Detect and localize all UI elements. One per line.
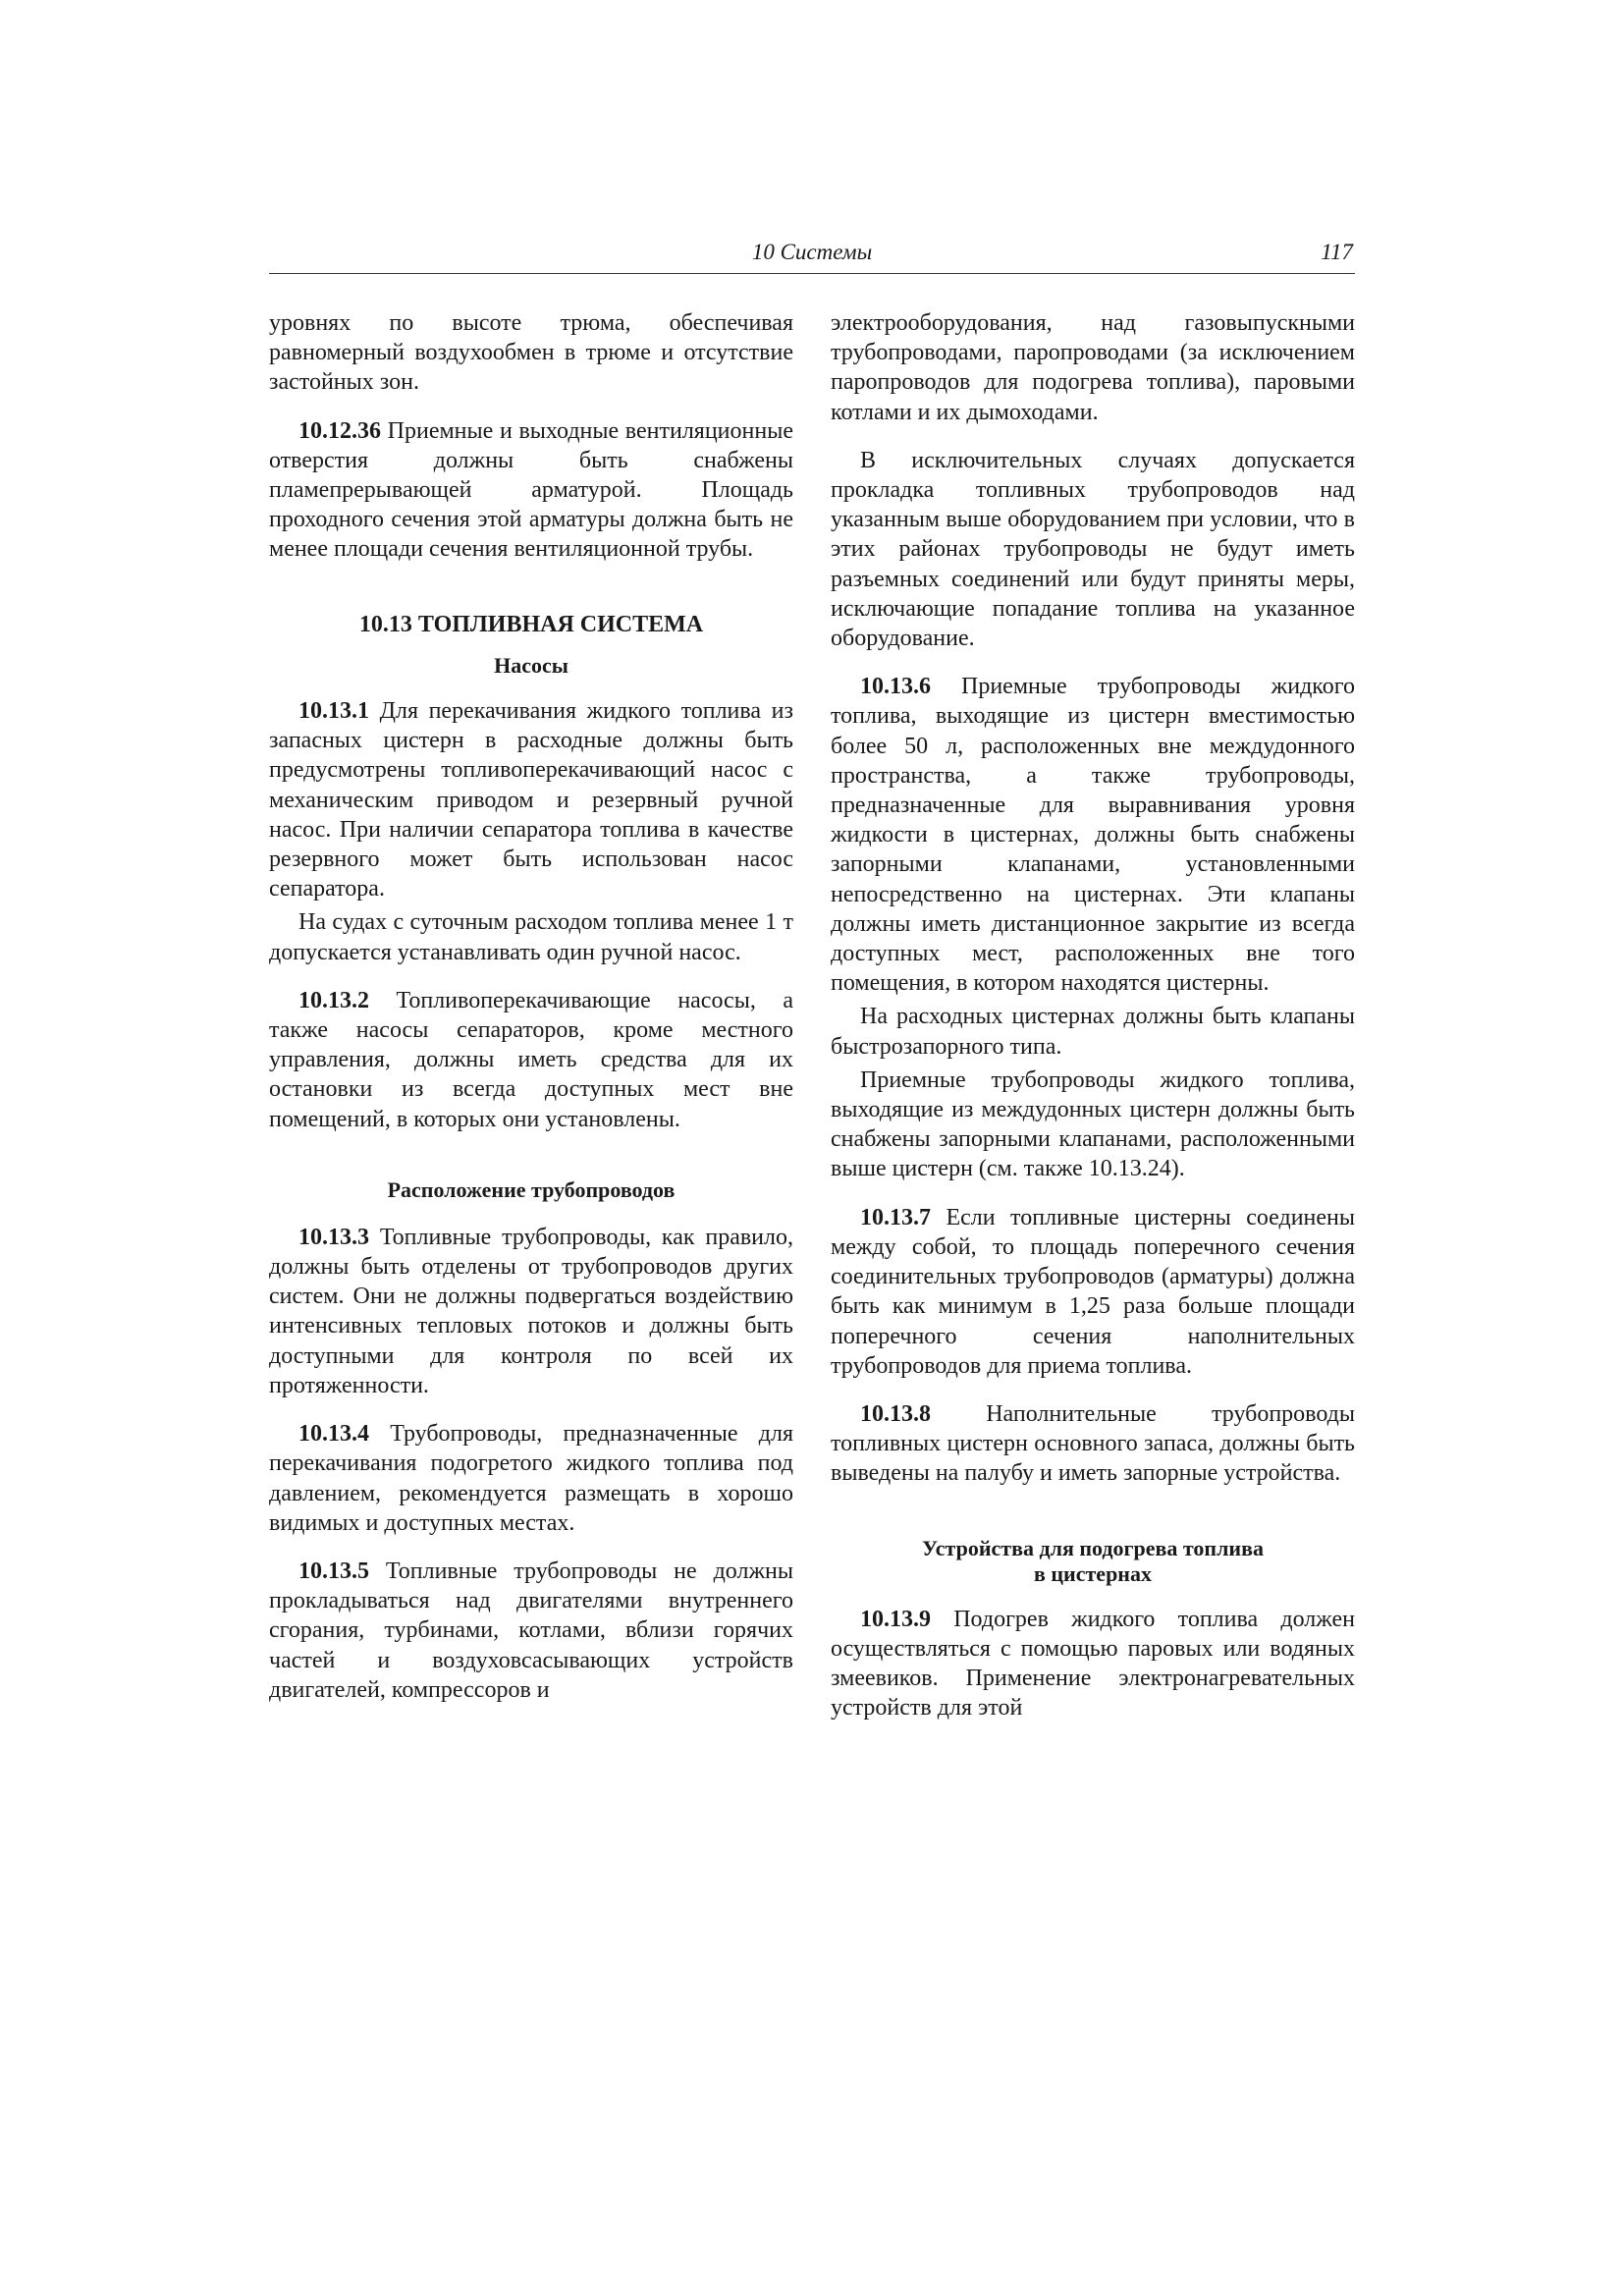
paragraph-text: В исключительных случаях допускается прокладка топливных трубопроводов над указанным выше оборудованием при условии, что в этих районах трубопроводы не будут иметь разъемных соединений или будут приняты меры, исключающие попадание топлива на указанное оборудование.	[831, 447, 1355, 652]
paragraph-text: Топливные трубопроводы, как правило, должны быть отделены от трубопроводов других систем. Они не должны подвергаться воздействию интенсивных тепловых потоков и должны быть доступными для контроля по всей их протяженности.	[269, 1224, 793, 1398]
clause-number: 10.13.8	[860, 1400, 931, 1427]
clause-number: 10.13.4	[298, 1421, 369, 1448]
paragraph-text: Приемные и выходные вентиляционные отверстия должны быть снабжены пламепрерывающей арматурой. Площадь проходного сечения этой арматуры должна быть не менее площади сечения вентиляционной трубы.	[269, 417, 793, 563]
paragraph-10-13-7	[831, 1203, 1355, 1381]
paragraph-10-13-6-c	[831, 1066, 1355, 1184]
paragraph-10-13-9	[831, 1605, 1355, 1723]
subheading-pipe-layout: Расположение трубопроводов	[387, 1176, 676, 1202]
paragraph-continuation	[269, 308, 793, 398]
clause-number: 10.13.7	[860, 1204, 931, 1230]
paragraph-text: уровнях по высоте трюма, обеспечивая равномерный воздухообмен в трюме и отсутствие застойных зон.	[269, 310, 793, 396]
subheading-fuel-heating	[831, 1536, 1355, 1587]
paragraph-text: На расходных цистернах должны быть клапаны быстрозапорного типа.	[831, 1004, 1355, 1060]
clause-number: 10.13.3	[298, 1224, 369, 1250]
page-number: 117	[1321, 240, 1353, 264]
paragraph-text: Трубопроводы, предназначенные для перекачивания подогретого жидкого топлива под давлением, рекомендуется размещать в хорошо видимых и доступных местах.	[269, 1421, 793, 1536]
left-column	[269, 308, 793, 1705]
subheading-line-2: в цистернах	[1034, 1560, 1152, 1586]
header-section-title: 10 Системы	[751, 240, 873, 264]
clause-number: 10.13.6	[860, 674, 931, 700]
subheading-pumps: Насосы	[494, 652, 568, 678]
clause-number: 10.13.1	[298, 698, 369, 725]
paragraph-text: Подогрев жидкого топлива должен осуществляться с помощью паровых или водяных змеевиков. Применение электронагревательных устройств для этой	[831, 1606, 1355, 1722]
subheading-line-1: Устройства для подогрева топлива	[922, 1535, 1264, 1560]
clause-number: 10.12.36	[298, 417, 381, 444]
paragraph-10-12-36	[269, 416, 793, 565]
clause-number: 10.13.2	[298, 987, 369, 1013]
paragraph-10-13-6-b	[831, 1002, 1355, 1061]
paragraph-10-13-2	[269, 986, 793, 1134]
paragraph-10-13-3	[269, 1223, 793, 1400]
paragraph-exception	[831, 446, 1355, 653]
paragraph-text: Наполнительные трубопроводы топливных цистерн основного запаса, должны быть выведены на палубу и иметь запорные устройства.	[831, 1400, 1355, 1487]
paragraph-text: На судах с суточным расходом топлива менее 1 т допускается устанавливать один ручной насос.	[269, 909, 793, 965]
paragraph-10-13-4	[269, 1419, 793, 1538]
clause-number: 10.13.9	[860, 1606, 931, 1632]
paragraph-text: электрооборудования, над газовыпускными трубопроводами, паропроводами (за исключением паропроводов для подогрева топлива), паровыми котлами и их дымоходами.	[831, 310, 1355, 425]
paragraph-text: Приемные трубопроводы жидкого топлива, выходящие из цистерн вместимостью более 50 л, расположенных вне междудонного пространства, а также трубопроводы, предназначенные для выравнивания уровня жидкости в цистернах, должны быть снабжены запорными клапанами, установленными непосредственно на цистернах. Эти клапаны должны иметь дистанционное закрытие из всегда доступных мест, расположенных вне того помещения, в котором находятся цистерны.	[831, 674, 1355, 997]
paragraph-text: Топливные трубопроводы не должны прокладываться над двигателями внутреннего сгорания, турбинами, котлами, вблизи горячих частей и воздуховсасывающих устройств двигателей, компрессоров и	[269, 1558, 793, 1703]
paragraph-10-13-1-b	[269, 907, 793, 966]
right-column	[831, 308, 1355, 1722]
paragraph-text: Топливоперекачивающие насосы, а также насосы сепараторов, кроме местного управления, должны иметь средства для их остановки из всегда доступных мест вне помещений, в которых они установлены.	[269, 987, 793, 1132]
paragraph-10-13-1	[269, 696, 793, 903]
section-heading: 10.13 ТОПЛИВНАЯ СИСТЕМА	[358, 611, 704, 637]
paragraph-text: Для перекачивания жидкого топлива из запасных цистерн в расходные должны быть предусмотрены топливоперекачивающий насос с механическим приводом и резервный ручной насос. При наличии сепаратора топлива в качестве резервного может быть использован насос сепаратора.	[269, 698, 793, 902]
paragraph-text: Если топливные цистерны соединены между собой, то площадь поперечного сечения соединительных трубопроводов (арматуры) должна быть как минимум в 1,25 раза больше площади поперечного сечения наполнительных трубопроводов для приема топлива.	[831, 1204, 1355, 1379]
paragraph-10-13-6	[831, 672, 1355, 998]
paragraph-10-13-5	[269, 1557, 793, 1705]
clause-number: 10.13.5	[298, 1558, 369, 1584]
paragraph-continuation	[831, 308, 1355, 427]
paragraph-text: Приемные трубопроводы жидкого топлива, выходящие из междудонных цистерн должны быть снабжены запорными клапанами, расположенными выше цистерн (см. также 10.13.24).	[831, 1066, 1355, 1182]
running-header	[269, 234, 1355, 274]
paragraph-10-13-8	[831, 1399, 1355, 1489]
